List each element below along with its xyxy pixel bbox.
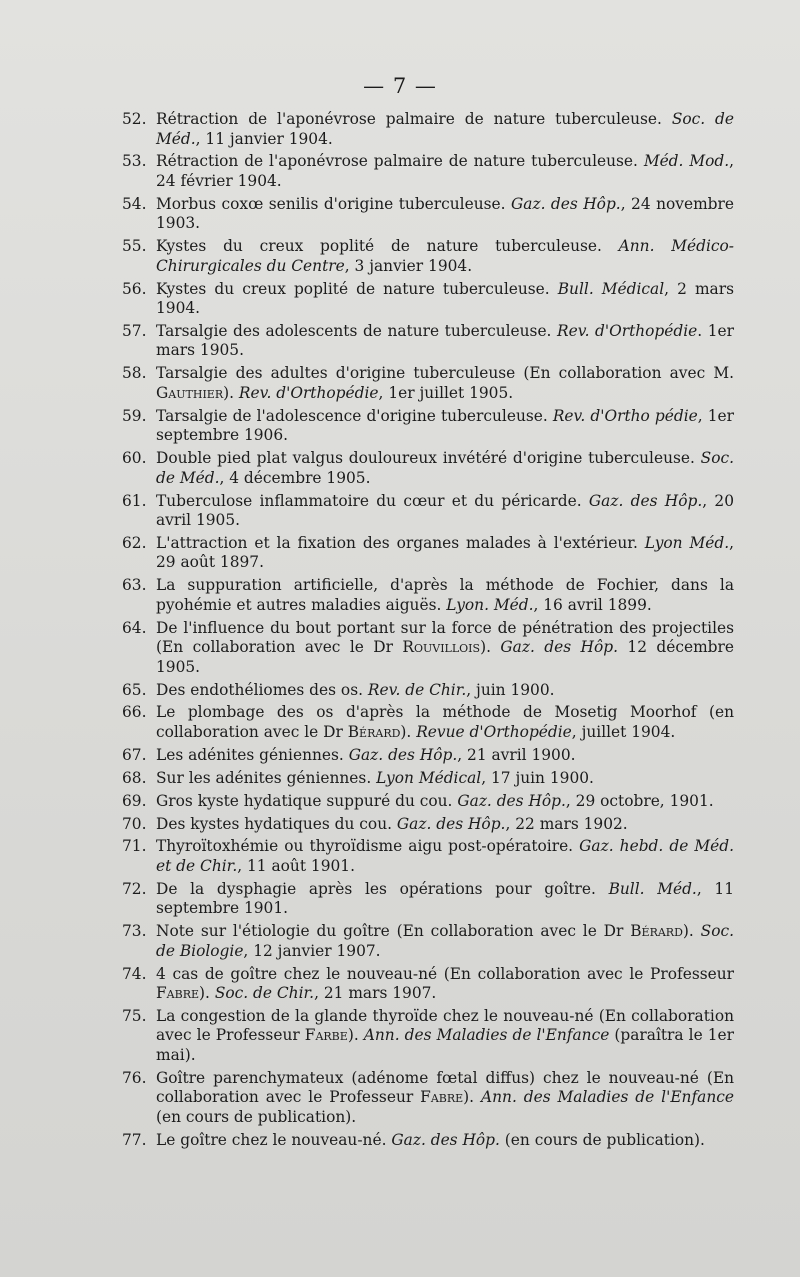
entry-text-part: , 29 octobre, 1901. — [565, 791, 714, 810]
bibliography-entry — [122, 237, 734, 276]
entry-text-part: , 12 janvier 1907. — [243, 941, 381, 960]
journal-title: Soc. de Méd. — [156, 449, 734, 487]
journal-title: Ann. Médico-Chirurgicales du Centre — [156, 237, 734, 275]
journal-title: Rev. d'Orthopédie — [557, 321, 698, 340]
entry-number: 62. — [122, 533, 147, 552]
entry-text-part: ). — [682, 922, 701, 941]
entry-text-part: Tarsalgie des adolescents de nature tuberculeuse. — [156, 321, 557, 340]
bibliography-entry — [122, 322, 734, 361]
entry-text-part: , 21 avril 1900. — [457, 745, 576, 764]
entry-number: 53. — [122, 152, 147, 171]
entry-text-part: Tarsalgie des adultes d'origine tuberculeuse (En collaboration avec M. — [156, 364, 734, 383]
entry-text-part: De la dysphagie après les opérations pour goître. — [156, 879, 609, 898]
journal-title: Soc. de Méd. — [156, 110, 734, 148]
entry-number: 61. — [122, 491, 147, 510]
journal-title: Soc. de Biologie — [156, 922, 734, 960]
bibliography-entry — [122, 364, 734, 403]
journal-title: Gaz. des Hôp. — [500, 638, 618, 657]
entry-text — [156, 407, 734, 446]
author-name: Farbe — [304, 1026, 348, 1045]
entry-text-part: , 11 septembre 1901. — [156, 879, 734, 918]
entry-text — [156, 769, 734, 789]
entry-number: 60. — [122, 449, 147, 468]
entry-text — [156, 837, 734, 876]
entry-text-part: La suppuration artificielle, d'après la méthode de Fochier, dans la pyohémie et autres maladies aiguës. — [156, 576, 734, 614]
entry-text-part: Note sur l'étiologie du goître (En collaboration avec le Dr — [156, 922, 631, 941]
bibliography-entry — [122, 681, 734, 701]
entry-text — [156, 195, 734, 234]
entry-number: 70. — [122, 814, 147, 833]
entry-text-part: , 24 novembre 1903. — [156, 194, 734, 233]
entry-text-part: De l'influence du bout portant sur la force de pénétration des projectiles (En collaboration avec le Dr — [156, 618, 734, 657]
journal-title: Revue d'Orthopédie — [416, 722, 572, 741]
entry-text-part: Des kystes hydatiques du cou. — [156, 814, 397, 833]
entry-text — [156, 492, 734, 531]
bibliography-entry — [122, 815, 734, 835]
entry-text — [156, 619, 734, 678]
entry-text-part: Kystes du creux poplité de nature tuberculeuse. — [156, 279, 558, 298]
entry-text — [156, 703, 734, 742]
bibliography-entry — [122, 769, 734, 789]
author-name: Fabre — [420, 1088, 464, 1107]
bibliography-entry — [122, 837, 734, 876]
entry-text — [156, 1131, 734, 1151]
bibliography-entry — [122, 746, 734, 766]
entry-number: 66. — [122, 703, 147, 722]
entry-text-part: , 24 février 1904. — [156, 152, 734, 190]
journal-title: Lyon Médical — [376, 768, 482, 787]
entry-text — [156, 746, 734, 766]
entry-text-part: , juillet 1904. — [571, 722, 676, 741]
entry-text-part: (paraîtra le 1er mai). — [156, 1026, 734, 1064]
entry-number: 67. — [122, 745, 147, 764]
entry-text-part: , 20 avril 1905. — [156, 491, 734, 530]
entry-text-part: ). — [400, 722, 417, 741]
entry-number: 64. — [122, 618, 147, 637]
journal-title: Rev. d'Orthopédie — [238, 383, 379, 402]
entry-text — [156, 815, 734, 835]
entry-number: 72. — [122, 879, 147, 898]
entry-text-part: ). — [199, 984, 215, 1003]
entry-text-part: , 1er septembre 1906. — [156, 406, 734, 445]
entry-text-part: Tuberculose inflammatoire du cœur et du péricarde. — [156, 491, 589, 510]
bibliography-entry — [122, 1007, 734, 1066]
entry-text — [156, 922, 734, 961]
entry-text-part: , 3 janvier 1904. — [344, 256, 473, 275]
journal-title: Ann. des Maladies de l'Enfance — [363, 1026, 610, 1045]
journal-title: Soc. de Chir. — [214, 984, 315, 1003]
journal-title: Gaz. des Hôp. — [457, 791, 566, 810]
entry-number: 57. — [122, 321, 147, 340]
entry-text-part: (en cours de publication). — [499, 1130, 705, 1149]
entry-number: 71. — [122, 837, 147, 856]
journal-title: Gaz. des Hôp. — [510, 194, 621, 213]
entry-text-part: L'attraction et la fixation des organes malades à l'extérieur. — [156, 533, 645, 552]
journal-title: Lyon. Méd. — [446, 595, 534, 614]
bibliography-entry — [122, 922, 734, 961]
entry-text-part: . 1er mars 1905. — [156, 321, 734, 360]
page-number: — 7 — — [363, 74, 437, 98]
journal-title: Gaz. des Hôp. — [348, 745, 458, 764]
entry-text-part: (en cours de publication). — [156, 1107, 357, 1126]
entry-number: 76. — [122, 1068, 147, 1087]
bibliography-entry — [122, 449, 734, 488]
entry-text-part: , 16 avril 1899. — [533, 595, 652, 614]
entry-text-part: Tarsalgie de l'adolescence d'origine tuberculeuse. — [156, 406, 553, 425]
entry-text — [156, 792, 734, 812]
bibliography-entry — [122, 534, 734, 573]
entry-text-part: ). — [463, 1088, 481, 1107]
bibliography-entry — [122, 965, 734, 1004]
entry-text — [156, 449, 734, 488]
author-name: Bérard — [630, 922, 683, 941]
journal-title: Bull. Médical — [557, 279, 665, 298]
entry-number: 63. — [122, 576, 147, 595]
entry-text-part: Kystes du creux poplité de nature tuberculeuse. — [156, 237, 619, 256]
journal-title: Rev. d'Ortho pédie — [552, 406, 698, 425]
entry-text-part: , 21 mars 1907. — [314, 984, 437, 1003]
bibliography-entry — [122, 1069, 734, 1128]
entry-text — [156, 364, 734, 403]
entry-text-part: Rétraction de l'aponévrose palmaire de nature tuberculeuse. — [156, 110, 672, 128]
entry-text — [156, 1069, 734, 1128]
journal-title: Gaz. des Hôp. — [396, 814, 506, 833]
entry-number: 58. — [122, 364, 147, 383]
author-name: Gauthier — [156, 383, 224, 402]
journal-title: Gaz. des Hôp. — [391, 1130, 500, 1149]
entry-text-part: Des endothéliomes des os. — [156, 680, 368, 699]
entry-number: 59. — [122, 406, 147, 425]
entry-text-part: , 2 mars 1904. — [156, 279, 734, 318]
journal-title: Ann. des Maladies de l'Enfance — [481, 1088, 734, 1107]
entry-text-part: Le goître chez le nouveau-né. — [156, 1130, 392, 1149]
journal-title: Lyon Méd. — [644, 533, 730, 552]
entry-text-part: ). — [223, 383, 239, 402]
entry-number: 68. — [122, 768, 147, 787]
entry-text — [156, 237, 734, 276]
entry-text-part: , 4 décembre 1905. — [219, 468, 371, 487]
bibliography-entry — [122, 492, 734, 531]
entry-text-part: Morbus coxœ senilis d'origine tuberculeuse. — [156, 194, 511, 213]
entry-text-part: , 29 août 1897. — [156, 533, 735, 572]
entry-number: 69. — [122, 791, 147, 810]
bibliography-entry — [122, 280, 734, 319]
journal-title: Gaz. des Hôp. — [588, 491, 703, 510]
bibliography-entry — [122, 152, 734, 191]
entry-number: 75. — [122, 1006, 147, 1025]
entry-text-part: Double pied plat valgus douloureux invétéré d'origine tuberculeuse. — [156, 449, 701, 468]
entry-text-part: , 11 août 1901. — [237, 856, 355, 875]
entry-text-part: ). — [480, 638, 501, 657]
entry-text-part: Thyroïtoxhémie ou thyroïdisme aigu post-opératoire. — [156, 837, 580, 856]
entry-number: 56. — [122, 279, 147, 298]
bibliography-entry — [122, 576, 734, 615]
bibliography-entry — [122, 110, 734, 149]
entry-text — [156, 280, 734, 319]
entry-text — [156, 965, 734, 1004]
entry-text-part: Goître parenchymateux (adénome fœtal diffus) chez le nouveau-né (En collaboration avec le Professeur — [156, 1068, 734, 1107]
entry-text-part: Rétraction de l'aponévrose palmaire de nature tuberculeuse. — [156, 152, 644, 171]
journal-title: Rev. de Chir. — [367, 680, 467, 699]
entry-text — [156, 534, 734, 573]
entry-text-part: , 22 mars 1902. — [505, 814, 628, 833]
entry-number: 74. — [122, 964, 147, 983]
journal-title: Bull. Méd. — [608, 879, 697, 898]
entry-text-part: Sur les adénites géniennes. — [156, 768, 377, 787]
journal-title: Gaz. hebd. de Méd. et de Chir. — [156, 837, 734, 875]
entry-text-part: La congestion de la glande thyroïde chez le nouveau-né (En collaboration avec le Professeur — [156, 1006, 734, 1045]
entry-text — [156, 681, 734, 701]
entry-text-part: , 17 juin 1900. — [481, 768, 594, 787]
entry-number: 52. — [122, 110, 147, 128]
entry-text — [156, 880, 734, 919]
entry-text — [156, 576, 734, 615]
entry-number: 77. — [122, 1130, 147, 1149]
entry-number: 65. — [122, 680, 147, 699]
author-name: Rouvillois — [402, 638, 481, 657]
entry-text — [156, 1007, 734, 1066]
entry-text-part: , 1er juillet 1905. — [378, 383, 514, 402]
bibliography-entry — [122, 195, 734, 234]
entry-text-part: 12 décembre 1905. — [156, 638, 734, 676]
bibliography-entry — [122, 703, 734, 742]
journal-title: Méd. Mod. — [643, 152, 730, 171]
author-name: Bérard — [347, 722, 401, 741]
entry-text — [156, 152, 734, 191]
author-name: Fabre — [156, 984, 200, 1003]
entry-text-part: Gros kyste hydatique suppuré du cou. — [156, 791, 458, 810]
entry-text-part: , 11 janvier 1904. — [195, 129, 333, 148]
bibliography-entry — [122, 1131, 734, 1151]
bibliography-entry — [122, 880, 734, 919]
entry-text-part: , juin 1900. — [466, 680, 555, 699]
entry-number: 55. — [122, 237, 147, 256]
entry-text — [156, 322, 734, 361]
entry-text-part: Le plombage des os d'après la méthode de Mosetig Moorhof (en collaboration avec le Dr — [156, 703, 734, 741]
entry-text-part: ). — [347, 1026, 364, 1045]
entry-number: 54. — [122, 194, 147, 213]
bibliography-entry — [122, 619, 734, 678]
entry-text-part: Les adénites géniennes. — [156, 745, 349, 764]
bibliography-entry — [122, 792, 734, 812]
bibliography-entry — [122, 407, 734, 446]
bibliography-list — [122, 110, 734, 1154]
entry-number: 73. — [122, 922, 147, 941]
entry-text — [156, 110, 734, 149]
entry-text-part: 4 cas de goître chez le nouveau-né (En collaboration avec le Professeur — [156, 964, 734, 983]
